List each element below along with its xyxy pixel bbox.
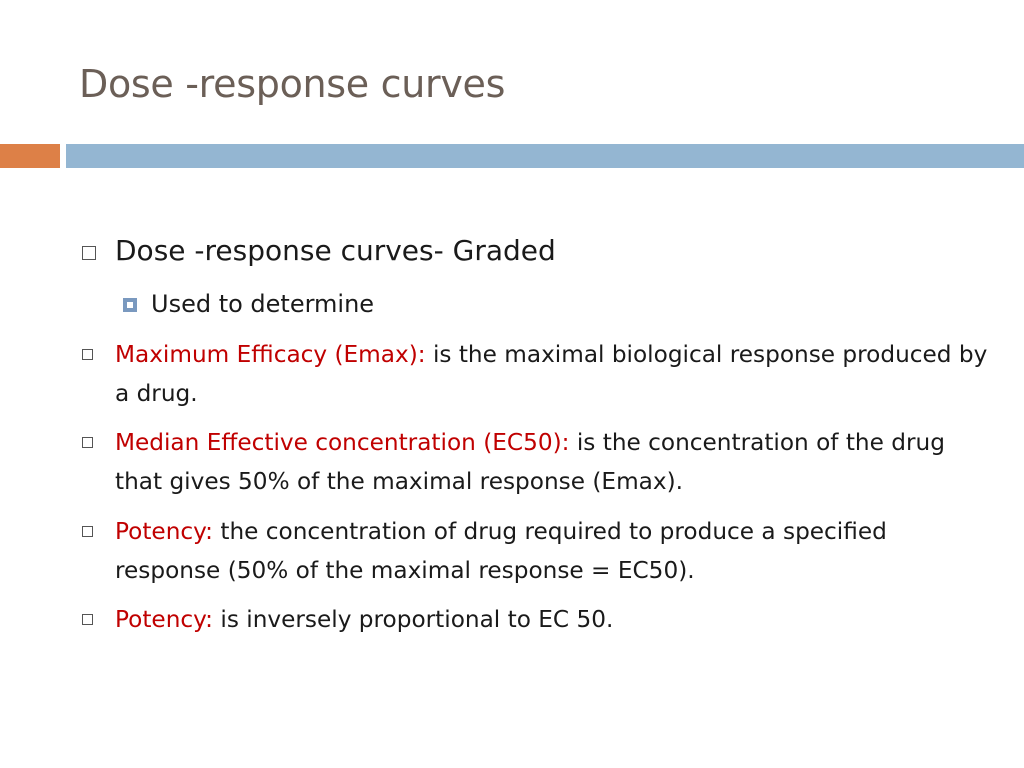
list-item xyxy=(0,600,1024,640)
list-item xyxy=(0,423,1024,503)
hollow-square-bullet-icon xyxy=(82,349,93,360)
hollow-square-bullet-icon xyxy=(82,526,93,537)
bullet-term: Maximum Efficacy (Emax): xyxy=(115,341,426,368)
bullet-term: Potency: xyxy=(115,518,213,545)
bullet-term: Potency: xyxy=(115,606,213,633)
bullet-paragraph xyxy=(115,512,995,590)
list-item xyxy=(0,335,1024,415)
bullet-text: is the concentration of the drug that gives 50% of the maximal response (Emax). xyxy=(115,429,945,495)
hollow-square-bullet-icon xyxy=(82,246,96,260)
bullet-text: Used to determine xyxy=(151,290,375,318)
slide-title: Dose -response curves xyxy=(79,62,506,106)
list-item xyxy=(0,512,1024,592)
filled-square-bullet-icon xyxy=(123,298,137,312)
bullet-text: Dose -response curves- Graded xyxy=(115,234,556,267)
bullet-paragraph xyxy=(115,423,995,501)
bullet-text: is the maximal biological response produced by a drug. xyxy=(115,341,988,407)
bullet-text: the concentration of drug required to produce a specified response (50% of the maximal response = EC50). xyxy=(115,518,887,584)
bullet-paragraph xyxy=(115,600,995,639)
bullet-term: Median Effective concentration (EC50): xyxy=(115,429,570,456)
list-item xyxy=(0,286,1024,322)
hollow-square-bullet-icon xyxy=(82,437,93,448)
hollow-square-bullet-icon xyxy=(82,614,93,625)
bullet-paragraph xyxy=(115,335,995,413)
list-item xyxy=(0,231,1024,271)
bullet-text: is inversely proportional to EC 50. xyxy=(213,606,614,633)
